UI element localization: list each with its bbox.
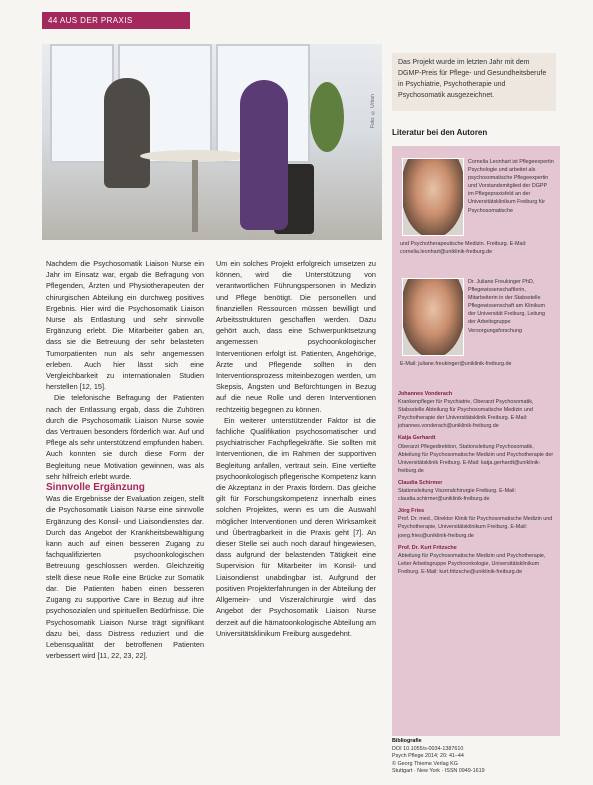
person-male-shape	[104, 78, 150, 188]
literature-title: Literatur bei den Autoren	[392, 128, 488, 137]
author-name: Johannes Vonderach	[398, 391, 453, 397]
section-header: 44 AUS DER PRAXIS	[42, 12, 190, 29]
author-bio: Dr. Juliane Freukinger PhD, Pflegewissenschaftlerin, Mitarbeiterin in der Stabsstelle Pflegewissenschaft am Klinikum der Universität Freiburg, Leitung der Arbeitsgruppe Versorgungsforschung	[468, 279, 546, 334]
photo-credit: Foto: © Urban	[370, 94, 376, 128]
author-text: Abteilung für Psychosomatische Medizin und Psychotherapie, Leiter Arbeitsgruppe Psychoonkologie, Universitätsklinikum Freiburg. E-Mail: kurt.fritzsche@uniklinik-freiburg.de	[398, 552, 546, 575]
author-portrait	[402, 158, 464, 236]
author-sidebar	[392, 146, 560, 736]
author-text: Prof. Dr. med., Direktor Klinik für Psychosomatische Medizin und Psychotherapie, Universitätsklinikum Freiburg. E-Mail: joerg.fries@uniklinik-freiburg.de	[398, 516, 553, 539]
author-entry	[398, 544, 554, 576]
author-name: Claudia Schirmer	[398, 479, 443, 486]
author-bio: Cornelia Leonhart ist Pflegeexpertin Psychologie und arbeitet als psychosomatische Pflegeexpertin und Vorstandsmitglied der DGPP im Pflegepraxisfeld an der Universitätsklinikum Freiburg für Psychosomatische	[468, 159, 554, 214]
author-entry	[398, 434, 554, 474]
paragraph: Was die Ergebnisse der Evaluation zeigen, stellt die Psychosomatik Liaison Nurse eine sinnvolle Ergänzung des Konsil- und Liaisondienstes dar. Durch das Angebot der Krankheitsbewältigung kann auch auf einen besseren Zugang zu fachqualifizierten psychoonkologischen Betreuung geschlossen werden. Gleichzeitig stellt diese neue Rolle eine Brücke zur Somatik dar. Die Patienten haben einen besseren Zugang zu supportive Care in Bezug auf ihre psychosozialen und spirituellen Bedürfnisse. Die Psychosomatik Liaison Nurse trägt signifikant dazu bei, dass Distress reduziert und die Lebensqualität der betroffenen Patienten verbessert wird [11, 22, 23, 22].	[46, 494, 204, 661]
bibliography-line: © Georg Thieme Verlag KG	[392, 760, 458, 767]
author-text: Oberarzt Pflegedirektion, Stationsleitung Psychosomatik, Abteilung für Psychosomatische Medizin und Psychotherapie der Universitätsklinik Freiburg. E-Mail: katja.gerhardt@uniklinik-freiburg.de	[398, 443, 554, 474]
author-entry	[398, 390, 554, 430]
paragraph: Nachdem die Psychosomatik Liaison Nurse ein Jahr im Einsatz war, ergab die Befragung von Pflegenden, Ärzten und Physiotherapeuten der chirurgischen Abteilung ein durchweg positives Ergebnis. Hier wird die Psychosomatik Liaison Nurse als Entlastung und sehr sinnvolle Ergänzung erlebt. Die Mitarbeiter gaben an, dass sie die Betreuung der sehr belasteten Tumorpatienten nun als sehr angemessen erleben. Auch hier lässt sich eine Vergleichbarkeit zu internationalen Studien herstellen [12, 15].	[46, 259, 204, 392]
bibliography-box	[392, 738, 560, 776]
award-info-box: Das Projekt wurde im letzten Jahr mit dem DGMP-Preis für Pflege- und Gesundheitsberufe in Psychiatrie, Psychotherapie und Psychosomatik ausgezeichnet.	[392, 53, 556, 111]
author-bio-contact: und Psychotherapeutische Medizin. Freiburg. E-Mail: cornelia.leonhart@uniklinik-freiburg.de	[400, 241, 527, 256]
author-text: Krankenpfleger für Psychiatrie, Oberarzt Psychosomatik, Stabsstelle Abteilung für Psychosomatische Medizin und Psychotherapie der Universitätsklinik Freiburg. E-Mail: johannes.vonderach@uniklinik-freiburg.de	[398, 399, 534, 430]
subheading: Sinnvolle Ergänzung	[46, 482, 145, 494]
author-block	[398, 154, 554, 274]
text-column-1	[46, 258, 204, 661]
author-name: Prof. Dr. Kurt Fritzsche	[398, 544, 457, 551]
paragraph: Ein weiterer unterstützender Faktor ist die fachliche Qualifikation psychosomatischer und psychiatrischer Fachpflegekräfte. Sie sollten mit Interventionen, die im Rahmen der supportiven Begleitung anfallen, vertraut sein. Eine vertiefte psychoonkologisch pflegerische Kompetenz kann die Akzeptanz in der Praxis fördern. Das gleiche gilt für Forschungskompetenz innerhalb eines solchen Projektes, wenn es um die Auswahl möglicher Interventionen und deren Wirksamkeit und Übertragbarkeit in die Praxis geht [7]. An dieser Stelle sei auch noch darauf hingewiesen, dass aufgrund der belastenden Tätigkeit eine Supervision für Mitarbeiter im Konsil- und Liaisondienst unabdingbar ist. Aufgrund der positiven Projekterfahrungen in der Abteilung der Allgemein- und Viszeralchirurgie wird das Angebot der Psychosomatik Liaison Nurse derzeit auf die hämatoonkologische Abteilung am Universitätsklinikum Freiburg ausgedehnt.	[216, 415, 376, 638]
paragraph: Die telefonische Befragung der Patienten nach der Entlassung ergab, dass die Zuhören durch die Psychosomatik Liaison Nurse sowie das Vertrauen besonders förderlich war. Auf und Pflege als sehr unterstützend empfunden haben. Auch konnten sie durch diese Form der Begleitung neue Motivation gewinnen, was als sehr hilfreich erlebt wurde.	[46, 393, 204, 481]
bibliography-title: Bibliografie	[392, 738, 422, 744]
text-column-2	[216, 258, 376, 639]
table-leg-shape	[192, 160, 198, 232]
author-entry	[398, 479, 554, 503]
author-name: Katja Gerhardt	[398, 435, 436, 442]
article-photo	[42, 44, 382, 240]
author-block	[398, 274, 554, 386]
paragraph: Um ein solches Projekt erfolgreich umsetzen zu können, wird die Unterstützung von verantwortlichen Führungspersonen in Medizin und Pflege benötigt. Die personellen und finanziellen Ressourcen müssen bewilligt und Arbeitsstrukturen geschaffen werden. Dazu gehört auch, dass eine Schwerpunktsetzung angemessen psychoonkologischer Interventionen erfolgt ist. Patienten, Angehörige, Ärzte und Pflegende sollten in den Interventionsprozess miteinbezogen werden, um Skepsis, Ängsten und Befürchtungen in Bezug auf die neue Rolle und deren Interventionen rechtzeitig begegnen zu können.	[216, 259, 376, 414]
author-name: Jörg Fries	[398, 508, 425, 515]
person-female-shape	[240, 80, 288, 230]
bibliography-line: Stuttgart · New York · ISSN 0949-1619	[392, 768, 485, 775]
author-text: Stationsleitung Viszeralchirurgie Freiburg. E-Mail: claudia.schirmer@uniklinik-freiburg.de	[398, 488, 516, 503]
bibliography-line: Psych Pflege 2014; 20: 41–44	[392, 753, 464, 760]
author-bio-contact: E-Mail: juliane.freukinger@uniklinik-freiburg.de	[400, 361, 512, 367]
plant-shape	[310, 82, 344, 152]
author-entry	[398, 507, 554, 539]
author-portrait	[402, 278, 464, 356]
bibliography-line: DOI 10.1055/s-0034-1387610	[392, 745, 464, 752]
